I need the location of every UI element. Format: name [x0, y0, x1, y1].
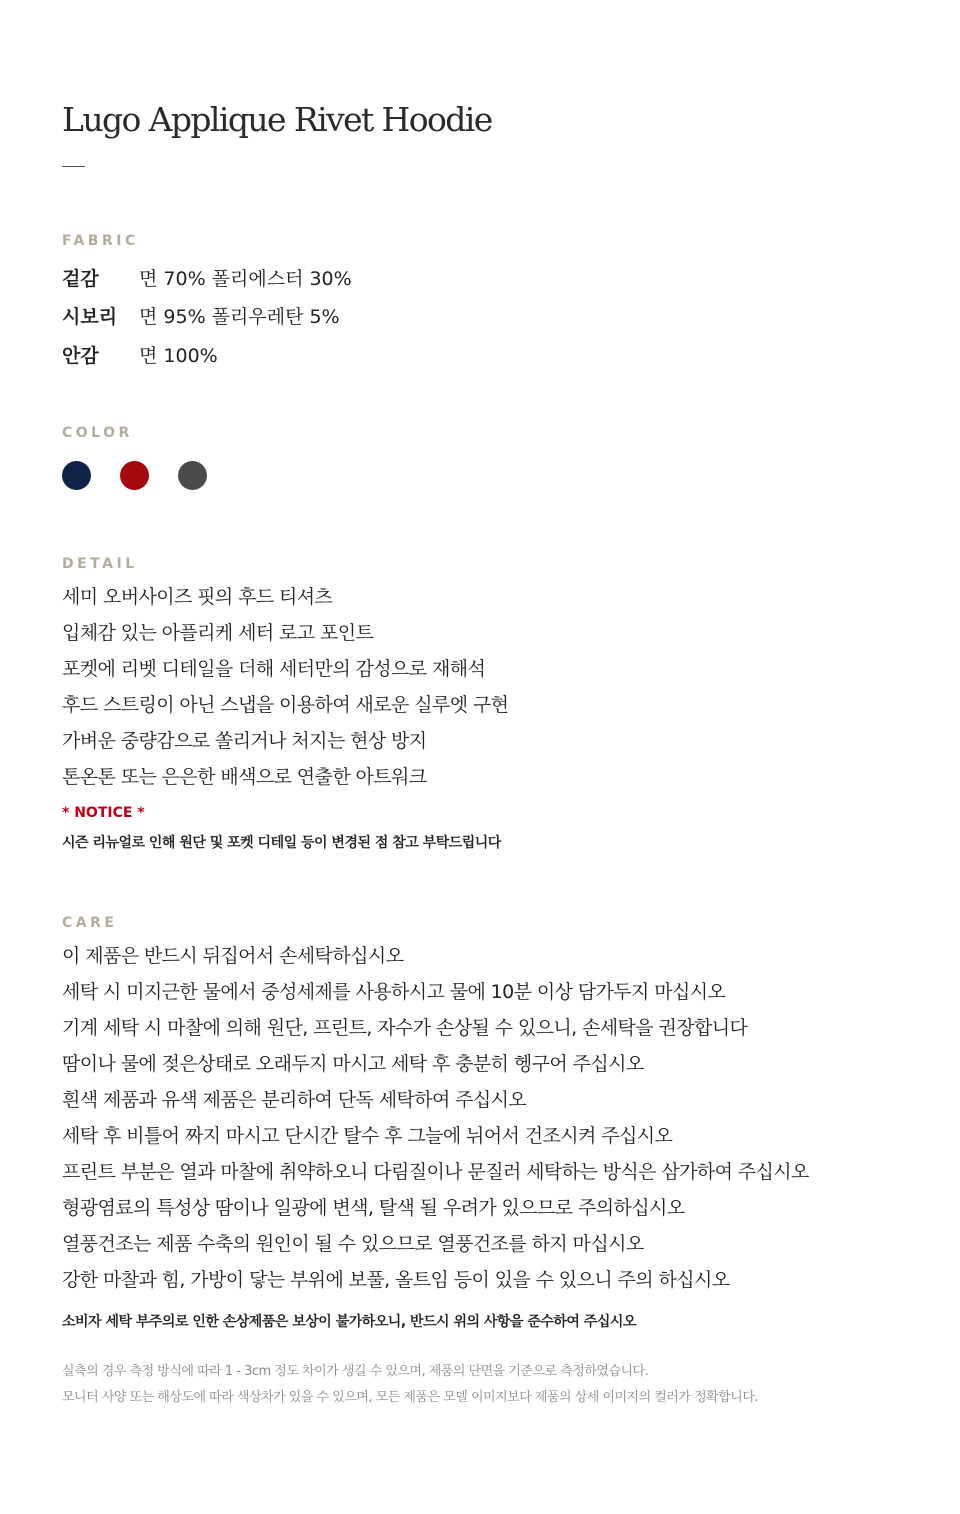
- footnotes: [62, 1359, 758, 1411]
- footnote-measurement: 실측의 경우 측정 방식에 따라 1 - 3cm 정도 차이가 생길 수 있으며, 제품의 단면을 기준으로 측정하였습니다.: [62, 1364, 649, 1379]
- footnote-color-accuracy: 모니터 사양 또는 해상도에 따라 색상차가 있을 수 있으며, 모든 제품은 모델 이미지보다 제품의 상세 이미지의 컬러가 정확합니다.: [62, 1390, 759, 1405]
- color-swatch-navy: [62, 461, 91, 490]
- care-line: 땀이나 물에 젖은상태로 오래두지 마시고 세탁 후 충분히 헹구어 주십시오: [62, 1053, 644, 1075]
- detail-line: 후드 스트링이 아닌 스냅을 이용하여 새로운 실루엣 구현: [62, 694, 509, 716]
- care-warning: 소비자 세탁 부주의로 인한 손상제품은 보상이 불가하오니, 반드시 위의 사항을 준수하여 주십시오: [62, 1314, 636, 1330]
- detail-line: 톤온톤 또는 은은한 배색으로 연출한 아트워크: [62, 766, 427, 788]
- color-swatches: [62, 461, 236, 490]
- detail-line: 포켓에 리벳 디테일을 더해 세터만의 감성으로 재해석: [62, 658, 486, 680]
- care-line: 기계 세탁 시 마찰에 의해 원단, 프린트, 자수가 손상될 수 있으니, 손세탁을 권장합니다: [62, 1017, 748, 1039]
- color-swatch-charcoal: [178, 461, 207, 490]
- fabric-key: 안감: [62, 344, 99, 367]
- care-line: 이 제품은 반드시 뒤집어서 손세탁하십시오: [62, 945, 404, 967]
- product-title: Lugo Applique Rivet Hoodie: [62, 100, 492, 139]
- fabric-row: [62, 335, 352, 374]
- care-line: 세탁 후 비틀어 짜지 마시고 단시간 탈수 후 그늘에 뉘어서 건조시켜 주십시오: [62, 1125, 673, 1147]
- title-divider: [62, 166, 85, 167]
- detail-line: 입체감 있는 아플리케 세터 로고 포인트: [62, 622, 374, 644]
- care-line: 형광염료의 특성상 땀이나 일광에 변색, 탈색 될 우려가 있으므로 주의하십시오: [62, 1197, 685, 1219]
- notice-text: 시즌 리뉴얼로 인해 원단 및 포켓 디테일 등이 변경된 점 참고 부탁드립니다: [62, 835, 501, 851]
- detail-list: [62, 579, 508, 795]
- care-line: 강한 마찰과 힘, 가방이 닿는 부위에 보풀, 올트임 등이 있을 수 있으니 주의 하십시오: [62, 1269, 730, 1291]
- fabric-value: 면 100%: [139, 344, 218, 367]
- fabric-table: [62, 258, 352, 374]
- care-list: [62, 938, 809, 1298]
- care-section-label: CARE: [62, 915, 118, 931]
- care-line: 세탁 시 미지근한 물에서 중성세제를 사용하시고 물에 10분 이상 담가두지 마십시오: [62, 981, 726, 1003]
- detail-section-label: DETAIL: [62, 556, 138, 572]
- care-line: 프린트 부분은 열과 마찰에 취약하오니 다림질이나 문질러 세탁하는 방식은 삼가하여 주십시오: [62, 1161, 809, 1183]
- detail-line: 가벼운 중량감으로 쏠리거나 처지는 현상 방지: [62, 730, 427, 752]
- fabric-row: [62, 297, 352, 336]
- color-section-label: COLOR: [62, 425, 133, 441]
- fabric-row: [62, 258, 352, 297]
- notice-label: * NOTICE *: [62, 805, 145, 821]
- color-swatch-red: [120, 461, 149, 490]
- fabric-value: 면 95% 폴리우레탄 5%: [139, 306, 340, 329]
- fabric-section-label: FABRIC: [62, 233, 139, 249]
- detail-line: 세미 오버사이즈 핏의 후드 티셔츠: [62, 586, 333, 608]
- fabric-key: 겉감: [62, 267, 99, 290]
- fabric-key: 시보리: [62, 306, 118, 329]
- care-line: 열풍건조는 제품 수축의 원인이 될 수 있으므로 열풍건조를 하지 마십시오: [62, 1233, 644, 1255]
- fabric-value: 면 70% 폴리에스터 30%: [139, 267, 352, 290]
- care-line: 흰색 제품과 유색 제품은 분리하여 단독 세탁하여 주십시오: [62, 1089, 527, 1111]
